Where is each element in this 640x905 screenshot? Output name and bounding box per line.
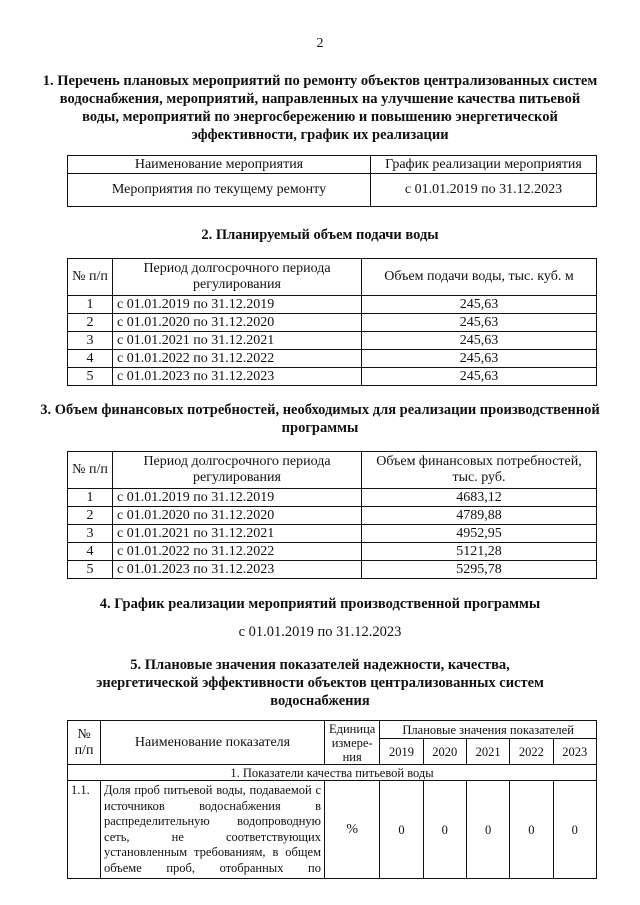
s5-row-value: 0	[380, 781, 423, 879]
s3-row-period: с 01.01.2020 по 31.12.2020	[113, 507, 362, 525]
s3-row-period: с 01.01.2023 по 31.12.2023	[113, 561, 362, 579]
s3-row-num: 3	[68, 525, 113, 543]
s2-row-value: 245,63	[362, 332, 597, 350]
section2-table	[67, 258, 597, 386]
s3-row-value: 4683,12	[362, 489, 597, 507]
section3-title: 3. Объем финансовых потребностей, необходимых для реализации производственной программы	[40, 402, 600, 436]
s3-row-value: 5121,28	[362, 543, 597, 561]
s5-header-year: 2020	[423, 739, 466, 765]
section3-table	[67, 451, 597, 579]
s2-row-period: с 01.01.2021 по 31.12.2021	[113, 332, 362, 350]
s2-row-num: 3	[68, 332, 113, 350]
s2-row-value: 245,63	[362, 296, 597, 314]
s5-group-title: 1. Показатели качества питьевой воды	[68, 765, 597, 781]
s2-header-period: Период долгосрочного периода регулирования	[113, 259, 362, 296]
s2-row-value: 245,63	[362, 368, 597, 386]
s3-row-period: с 01.01.2022 по 31.12.2022	[113, 543, 362, 561]
s5-row-value: 0	[423, 781, 466, 879]
s5-row-value: 0	[466, 781, 509, 879]
s5-header-year: 2019	[380, 739, 423, 765]
s1-cell-name: Мероприятия по текущему ремонту	[68, 174, 371, 207]
s3-row-num: 2	[68, 507, 113, 525]
section4-title: 4. График реализации мероприятий производственной программы	[99, 596, 541, 612]
s2-row-value: 245,63	[362, 350, 597, 368]
section5-table	[67, 720, 597, 879]
page-number: 2	[316, 36, 324, 51]
section1-title: 1. Перечень плановых мероприятий по ремонту объектов централизованных систем водоснабжения, мероприятий, направленных на улучшение качества питьевой воды, мероприятий по энергосбережению и повышению энергетической эффективности, график их реализации	[42, 73, 598, 143]
s3-header-amount: Объем финансовых потребностей, тыс. руб.	[362, 452, 597, 489]
s5-row-value: 0	[510, 781, 553, 879]
s5-header-unit: Единица измере-ния	[325, 721, 380, 765]
s2-row-num: 2	[68, 314, 113, 332]
s1-header-name: Наименование мероприятия	[68, 156, 371, 174]
section5-title: 5. Плановые значения показателей надежности, качества, энергетической эффективности объектов централизованных систем водоснабжения	[96, 657, 544, 709]
s5-row-value: 0	[553, 781, 596, 879]
s3-row-num: 5	[68, 561, 113, 579]
s3-row-value: 5295,78	[362, 561, 597, 579]
section4-period: с 01.01.2019 по 31.12.2023	[238, 624, 402, 640]
s2-row-num: 5	[68, 368, 113, 386]
s2-header-volume: Объем подачи воды, тыс. куб. м	[362, 259, 597, 296]
s5-row-name: Доля проб питьевой воды, подаваемой с источников водоснабжения в распределительную водопроводную сеть, не соответствующих установленным требованиям, в общем объеме проб, отобранных по	[101, 781, 325, 879]
s2-row-period: с 01.01.2020 по 31.12.2020	[113, 314, 362, 332]
s5-header-year: 2021	[466, 739, 509, 765]
s5-header-year: 2022	[510, 739, 553, 765]
s3-row-num: 1	[68, 489, 113, 507]
s3-row-period: с 01.01.2019 по 31.12.2019	[113, 489, 362, 507]
s5-header-planned: Плановые значения показателей	[380, 721, 597, 739]
s3-row-num: 4	[68, 543, 113, 561]
s5-row-num: 1.1.	[68, 781, 101, 879]
s2-row-num: 1	[68, 296, 113, 314]
s1-cell-schedule: с 01.01.2019 по 31.12.2023	[371, 174, 597, 207]
s5-header-year: 2023	[553, 739, 596, 765]
s2-row-period: с 01.01.2022 по 31.12.2022	[113, 350, 362, 368]
s3-row-value: 4789,88	[362, 507, 597, 525]
s2-header-num: № п/п	[68, 259, 113, 296]
s2-row-value: 245,63	[362, 314, 597, 332]
s5-row-unit: %	[325, 781, 380, 879]
section2-title: 2. Планируемый объем подачи воды	[201, 227, 439, 243]
s3-row-value: 4952,95	[362, 525, 597, 543]
s2-row-period: с 01.01.2023 по 31.12.2023	[113, 368, 362, 386]
s3-header-num: № п/п	[68, 452, 113, 489]
s2-row-num: 4	[68, 350, 113, 368]
s3-row-period: с 01.01.2021 по 31.12.2021	[113, 525, 362, 543]
s1-header-schedule: График реализации мероприятия	[371, 156, 597, 174]
section1-table	[67, 155, 597, 207]
s2-row-period: с 01.01.2019 по 31.12.2019	[113, 296, 362, 314]
s3-header-period: Период долгосрочного периода регулирования	[113, 452, 362, 489]
s5-header-name: Наименование показателя	[101, 721, 325, 765]
s5-header-num: № п/п	[68, 721, 101, 765]
